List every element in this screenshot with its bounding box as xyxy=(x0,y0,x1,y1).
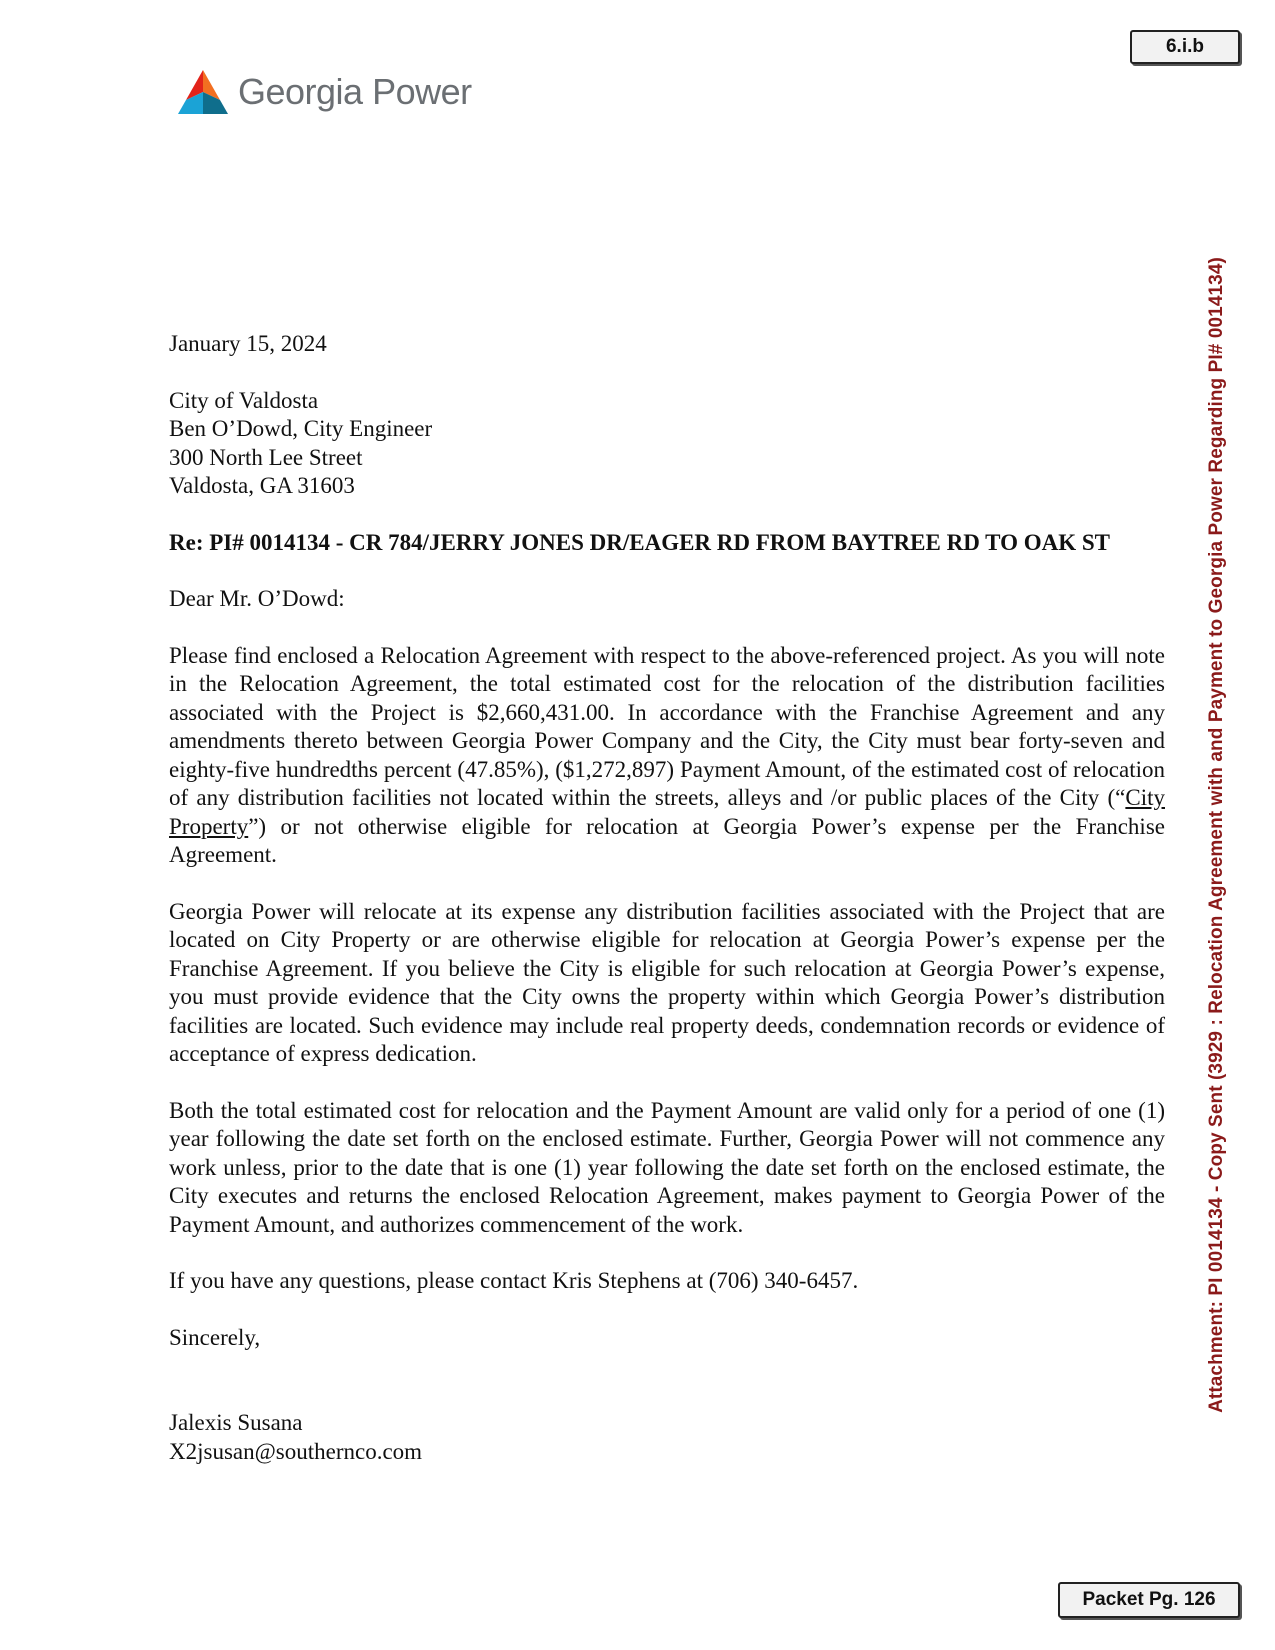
logo-wordmark: Georgia Power xyxy=(238,71,472,112)
recipient-line: City of Valdosta xyxy=(169,387,319,413)
closing: Sincerely, xyxy=(169,1324,261,1350)
recipient-line: Valdosta, GA 31603 xyxy=(169,473,355,498)
paragraph-1-text-end: ”) or not otherwise eligible for relocation at Georgia Power’s expense per the Franchise Agreement. xyxy=(169,813,1165,867)
paragraph-3: Both the total estimated cost for relocation and the Payment Amount are valid only for a period of one (1) year following the date set forth on the enclosed estimate. Further, Georgia Power will not commence any work unless, prior to the date that is one (1) year following the date set forth on the enclosed estimate, the City executes and returns the enclosed Relocation Agreement, makes payment to Georgia Power of the Payment Amount, and authorizes commencement of the work. xyxy=(169,1097,1165,1237)
recipient-line: 300 North Lee Street xyxy=(169,444,363,470)
paragraph-1 xyxy=(169,642,1165,870)
salutation: Dear Mr. O’Dowd: xyxy=(169,586,345,611)
letter-date: January 15, 2024 xyxy=(169,331,327,356)
letter-body xyxy=(169,330,1165,1466)
georgia-power-logo xyxy=(178,70,472,114)
paragraph-2: Georgia Power will relocate at its expense any distribution facilities associated with the Project that are located on City Property or are otherwise eligible for relocation at Georgia Power’s expense per the Franchise Agreement. If you believe the City is eligible for such relocation at Georgia Power’s expense, you must provide evidence that the City owns the property within which Georgia Power’s distribution facilities are located. Such evidence may include real property deeds, condemnation records or evidence of acceptance of express dedication. xyxy=(169,898,1165,1066)
signer-email: X2jsusan@southernco.com xyxy=(169,1438,423,1464)
paragraph-1-text: Please find enclosed a Relocation Agreement with respect to the above-referenced project. As you will note in the Relocation Agreement, the total estimated cost for the relocation of the distribution facilities associated with the Project is $2,660,431.00. In accordance with the Franchise Agreement and any amendments thereto between Georgia Power Company and the City, the City must bear forty-seven and eighty-five hundredths percent (47.85%), ($1,272,897) Payment Amount, of the estimated cost of relocation of any distribution facilities not located within the streets, alleys and /or public places of the City (“ xyxy=(169,642,1165,810)
attachment-side-label: Attachment: PI 0014134 - Copy Sent (3929 : Relocation Agreement with and Payment to Georgia Power Regarding PI# 0014134) xyxy=(1206,257,1227,1413)
recipient-address xyxy=(169,387,1165,501)
georgia-power-triangle-icon xyxy=(178,70,228,114)
agenda-item-tag-label: 6.i.b xyxy=(1165,36,1204,57)
subject-line: Re: PI# 0014134 - CR 784/JERRY JONES DR/EAGER RD FROM BAYTREE RD TO OAK ST xyxy=(169,529,1110,555)
paragraph-4: If you have any questions, please contact Kris Stephens at (706) 340-6457. xyxy=(169,1268,859,1293)
packet-page-label: Packet Pg. 126 xyxy=(1082,1589,1216,1610)
recipient-line: Ben O’Dowd, City Engineer xyxy=(169,416,433,441)
agenda-item-tag xyxy=(1130,30,1240,64)
city-property-term: City Property xyxy=(169,785,1165,839)
signer-name: Jalexis Susana xyxy=(169,1410,303,1435)
packet-page-box xyxy=(1058,1582,1240,1618)
